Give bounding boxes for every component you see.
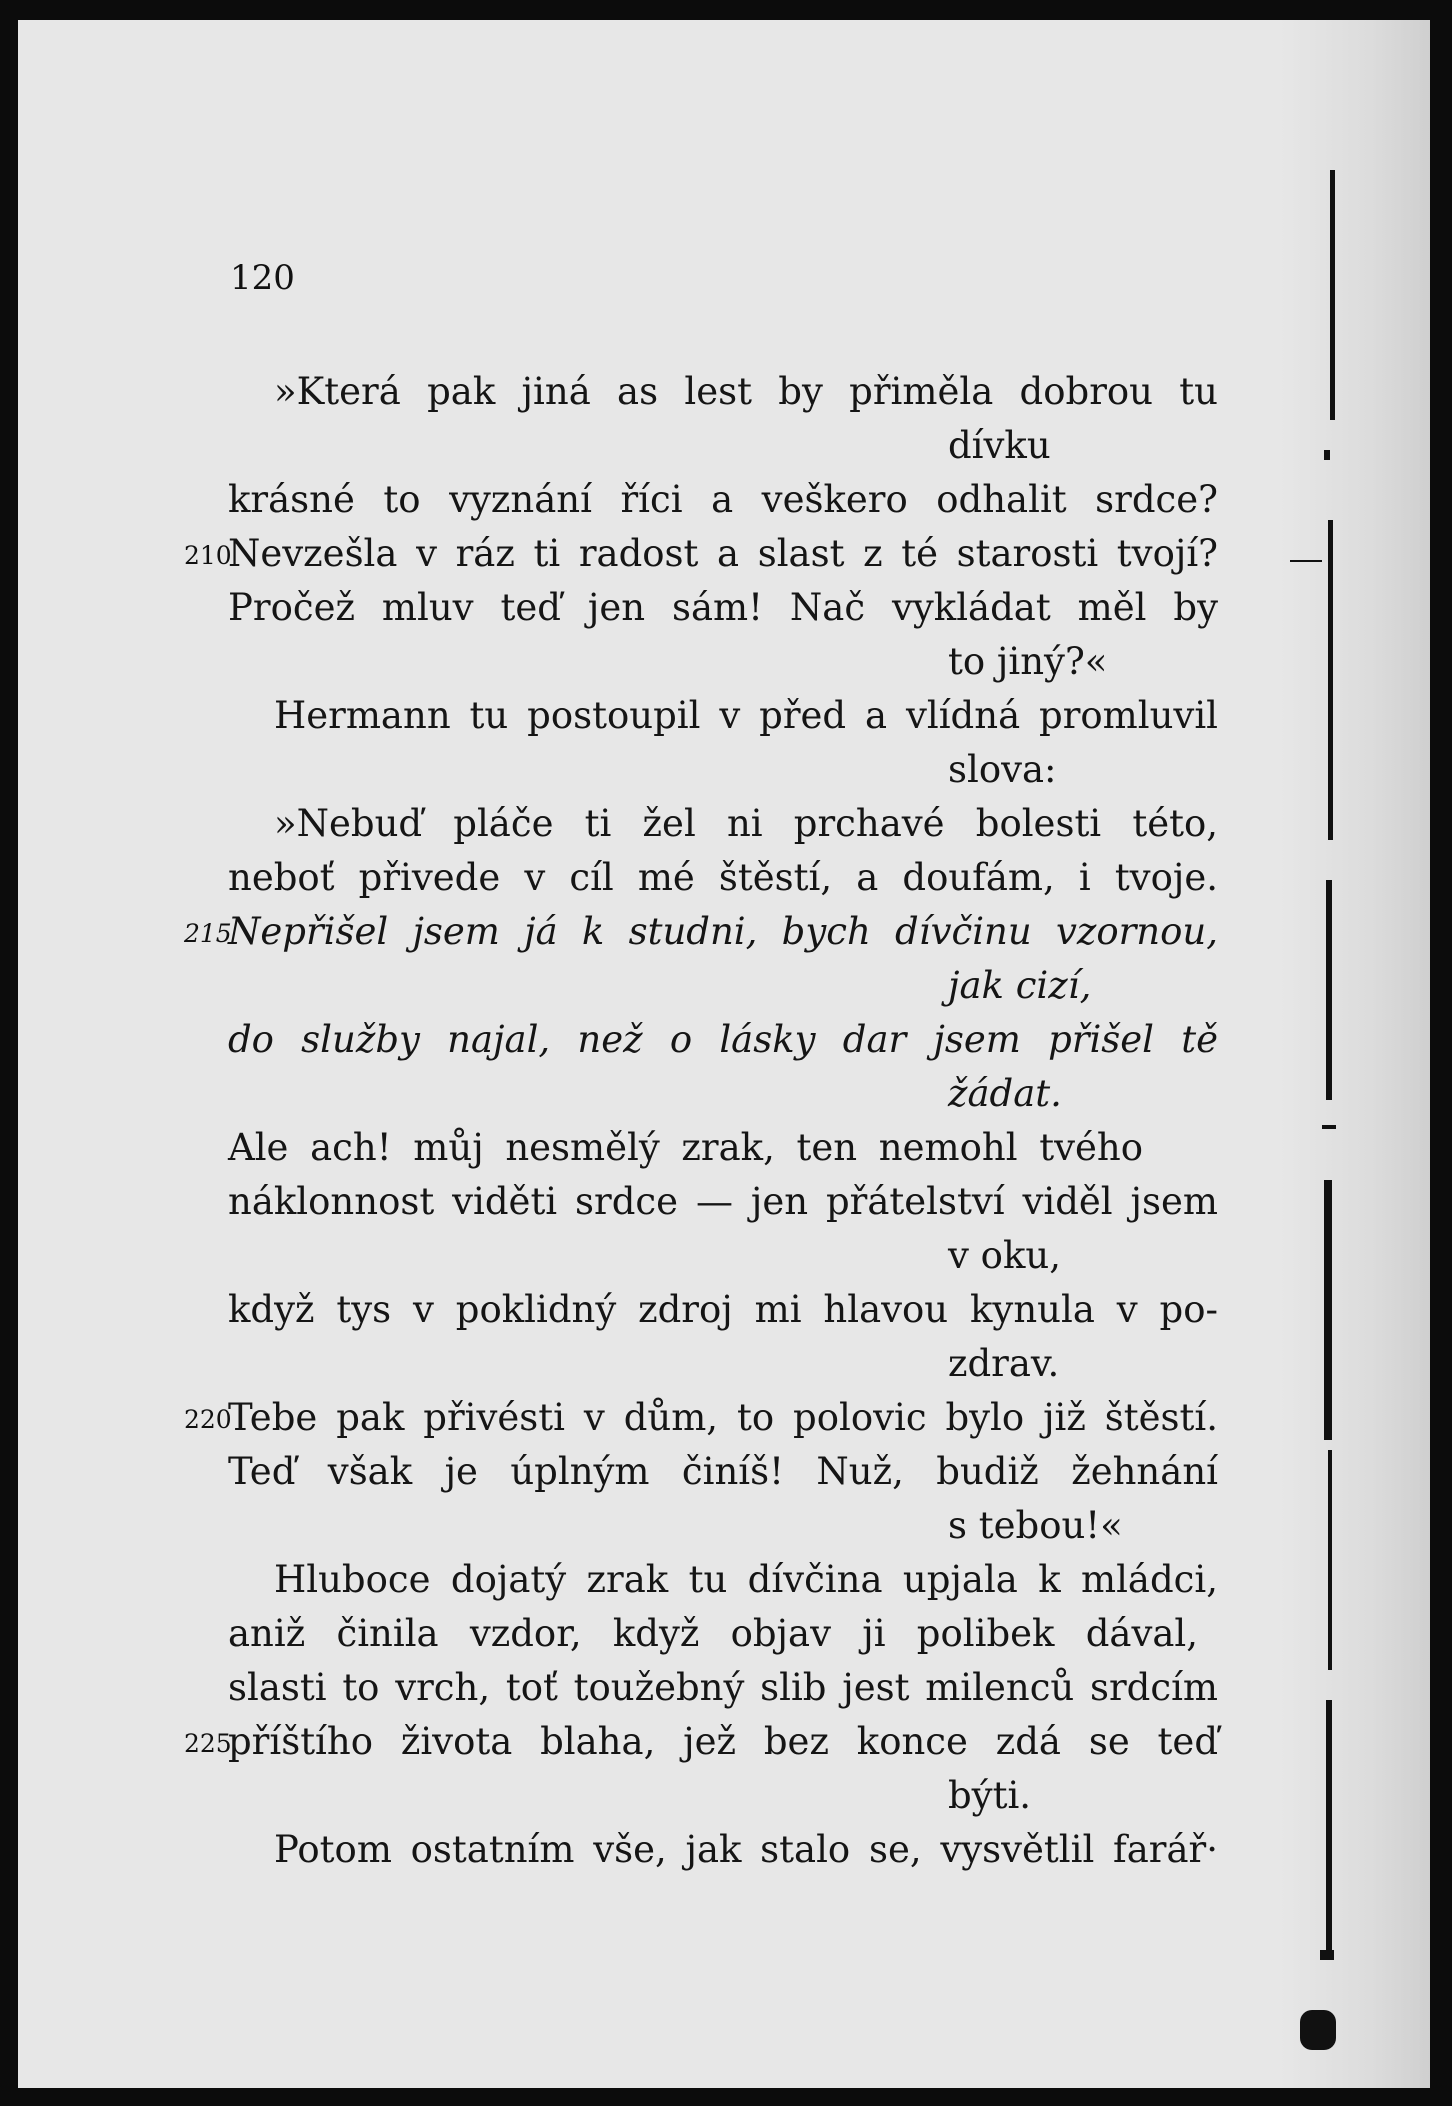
poem-line-text: to jiný?« xyxy=(948,640,1108,683)
poem-line xyxy=(228,1661,1218,1715)
poem-line-text: zdrav. xyxy=(948,1342,1060,1385)
poem-line-continuation xyxy=(948,959,1248,1013)
book-page xyxy=(18,20,1430,2088)
poem-line-text: neboť přivede v cíl mé štěstí, a doufám, i tvoje. xyxy=(228,856,1218,899)
poem-line xyxy=(184,1715,1218,1769)
poem-line-continuation xyxy=(948,1499,1248,1553)
poem-line-text: Potom ostatním vše, jak stalo se, vysvětlil farář· xyxy=(274,1828,1218,1871)
poem-line-text: náklonnost viděti srdce — jen přátelství viděl jsem xyxy=(228,1180,1218,1223)
poem-line xyxy=(228,851,1218,905)
poem-line-text: Tebe pak přivésti v dům, to polovic bylo již štěstí. xyxy=(228,1396,1218,1439)
verse-number: 225 xyxy=(184,1729,232,1758)
poem-line-continuation xyxy=(948,419,1248,473)
verse-number: 210 xyxy=(184,541,232,570)
page-number: 120 xyxy=(230,258,295,298)
poem-line xyxy=(184,1391,1218,1445)
poem-line-text: v oku, xyxy=(948,1234,1061,1277)
poem-line xyxy=(228,365,1218,419)
poem-line-text: »Která pak jiná as lest by přiměla dobrou tu xyxy=(274,370,1218,413)
poem-line xyxy=(228,797,1218,851)
poem-line xyxy=(228,689,1218,743)
poem-line xyxy=(228,1013,1218,1067)
poem-line-text: příštího života blaha, jež bez konce zdá se teď xyxy=(228,1720,1218,1763)
poem-line-text: s tebou!« xyxy=(948,1504,1123,1547)
poem-line-text: býti. xyxy=(948,1774,1032,1817)
poem-line-text: žádat. xyxy=(948,1072,1062,1115)
poem-line-continuation xyxy=(948,1769,1248,1823)
poem-line-text: jak cizí, xyxy=(948,964,1092,1007)
poem-line xyxy=(228,1283,1218,1337)
poem-line-text: Nepřišel jsem já k studni, bych dívčinu vzornou, xyxy=(228,910,1218,953)
poem-line xyxy=(184,527,1218,581)
poem-line-text: do služby najal, než o lásky dar jsem přišel tě xyxy=(228,1018,1218,1061)
poem-line xyxy=(228,473,1218,527)
poem-line xyxy=(228,581,1218,635)
poem-line-text: krásné to vyznání říci a veškero odhalit srdce? xyxy=(228,478,1218,521)
poem-line-continuation xyxy=(948,1337,1248,1391)
poem-line xyxy=(228,1607,1198,1661)
poem-line-text: Teď však je úplným činíš! Nuž, budiž žehnání xyxy=(228,1450,1218,1493)
poem-line-text: »Nebuď pláče ti žel ni prchavé bolesti této, xyxy=(274,802,1218,845)
poem-line-text: Hermann tu postoupil v před a vlídná promluvil xyxy=(274,694,1218,737)
poem-line-text: Hluboce dojatý zrak tu dívčina upjala k mládci, xyxy=(274,1558,1218,1601)
poem-line xyxy=(184,905,1218,959)
poem-line-text: dívku xyxy=(948,424,1051,467)
poem-line xyxy=(228,1121,1143,1175)
poem-line-text: Ale ach! můj nesmělý zrak, ten nemohl tvého xyxy=(228,1126,1143,1169)
verse-number: 215 xyxy=(184,919,232,948)
poem-line-text: slova: xyxy=(948,748,1057,791)
poem-line-continuation xyxy=(948,1229,1248,1283)
poem-line xyxy=(228,1823,1218,1877)
poem-line-text: když tys v poklidný zdroj mi hlavou kynula v po- xyxy=(228,1288,1218,1331)
poem-line-text: Nevzešla v ráz ti radost a slast z té starosti tvojí? xyxy=(228,532,1218,575)
poem-line-continuation xyxy=(948,743,1248,797)
verse-number: 220 xyxy=(184,1405,232,1434)
poem-line xyxy=(228,1445,1218,1499)
poem-line-text: aniž činila vzdor, když objav ji polibek dával, xyxy=(228,1612,1198,1655)
poem-line-text: Pročež mluv teď jen sám! Nač vykládat měl by xyxy=(228,586,1218,629)
poem-line xyxy=(228,1175,1218,1229)
poem-line-continuation xyxy=(948,1067,1248,1121)
poem-line xyxy=(228,1553,1218,1607)
book-spine-shadow xyxy=(1280,20,1430,2088)
poem-line-continuation xyxy=(948,635,1248,689)
poem-line-text: slasti to vrch, toť toužebný slib jest milenců srdcím xyxy=(228,1666,1218,1709)
